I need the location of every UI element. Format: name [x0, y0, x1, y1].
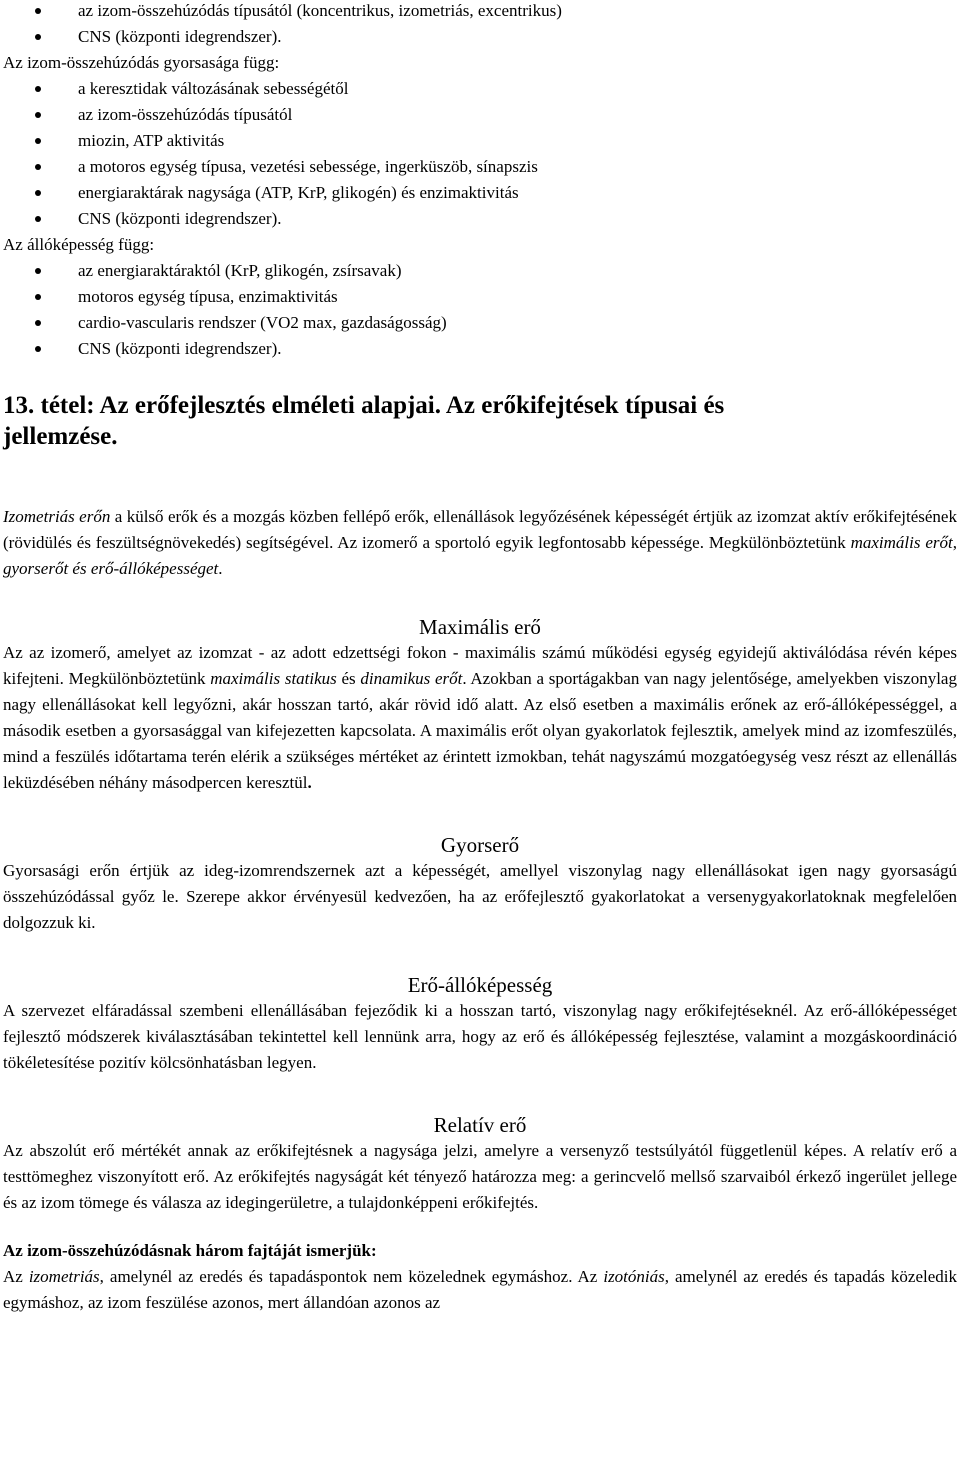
list-item: a motoros egység típusa, vezetési sebessége, ingerküszöb, sínapszis: [3, 154, 957, 180]
list-item: miozin, ATP aktivitás: [3, 128, 957, 154]
relative-strength-paragraph: Az abszolút erő mértékét annak az erőkifejtésnek a nagysága jelzi, amelyre a versenyző testsúlyától függetlenül képes. A relatív erő a testtömeghez viszonyított erő. Az erőkifejtés nagyságát két tényező határozza meg: a gerincvelő mellső szarvaiból érkező ingerület jellege és az izom tömege és válasza az idegingerületre, a tulajdonképpeni erőkifejtés.: [3, 1141, 957, 1212]
list-item: cardio-vascularis rendszer (VO2 max, gazdaságosság): [3, 310, 957, 336]
section-title-relative-strength: Relatív erő: [433, 1113, 527, 1137]
bullet-icon: [35, 8, 41, 14]
section-title-max-strength: Maximális erő: [419, 615, 541, 639]
list-item: energiaraktárak nagysága (ATP, KrP, glikogén) és enzimaktivitás: [3, 180, 957, 206]
list-item: az izom-összehúzódás típusától: [3, 102, 957, 128]
bullet-icon: [35, 216, 41, 222]
bullet-icon: [35, 112, 41, 118]
bullet-icon: [35, 346, 41, 352]
list-item: az energiaraktáraktól (KrP, glikogén, zsírsavak): [3, 258, 957, 284]
section-title-strength-endurance: Erő-állóképesség: [407, 973, 553, 997]
endurance-list: [3, 258, 957, 362]
bullet-icon: [35, 138, 41, 144]
max-strength-paragraph: Az az izomerő, amelyet az izomzat - az adott edzettségi fokon - maximális számú működési egység egyidejű aktiválódása révén képes kifejteni. Megkülönböztetünk maximális statikus és dinamikus erőt. Azokban a sportágakban van nagy jelentősége, amelyekben viszonylag nagy ellenállásokat kell legyőzni, akár hosszan tartó, akár rövid idő alatt. Az első esetben a maximális erőnek az erő-állóképességgel, a második esetben a gyorsasággal van kifejezetten kapcsolata. A maximális erőt olyan gyakorlatok fejlesztik, amelyek mind az izomfeszülés, mind a feszülés időtartama terén elérik a szükséges mértéket az érintett izmokban, tehát nagyszámú mozgatóegység vesz részt az ellenállás leküzdésében néhány másodpercen keresztül.: [3, 643, 957, 792]
strength-endurance-paragraph: A szervezet elfáradással szembeni ellenállásában fejeződik ki a hosszan tartó, viszonylag nagy erőkifejtéseknél. Az erő-állóképességet fejlesztő módszerek kiválasztásában tekintettel kell lennünk arra, hogy az erő és állóképesség fejlesztése, valamint a mozgáskoordináció tökéletesítése pozitív kölcsönhatásban legyen.: [3, 1001, 957, 1072]
chapter-title: 13. tétel: Az erőfejlesztés elméleti alapjai. Az erőkifejtések típusai és jellemzése.: [3, 392, 725, 450]
speed-list: [3, 76, 957, 232]
document-content: [3, 0, 957, 1316]
contraction-types-paragraph: Az izometriás, amelynél az eredés és tapadáspontok nem közelednek egymáshoz. Az izotóniás, amelynél az eredés és tapadás közeledik egymáshoz, az izom feszülése azonos, mert állandóan azonos az: [3, 1267, 958, 1312]
bullet-icon: [35, 34, 41, 40]
endurance-heading: Az állóképesség függ:: [3, 235, 155, 254]
bullet-icon: [35, 268, 41, 274]
list-item: a keresztidak változásának sebességétől: [3, 76, 957, 102]
section-title-speed-strength: Gyorserő: [440, 833, 520, 857]
bullet-icon: [35, 320, 41, 326]
bullet-icon: [35, 164, 41, 170]
list-item: az izom-összehúzódás típusától (koncentrikus, izometriás, excentrikus): [3, 0, 957, 24]
bullet-icon: [35, 190, 41, 196]
contraction-types-heading: Az izom-összehúzódásnak három fajtáját ismerjük:: [3, 1241, 377, 1260]
list-item: motoros egység típusa, enzimaktivitás: [3, 284, 957, 310]
determinants-list: [3, 0, 957, 50]
intro-paragraph: Izometriás erőn a külső erők és a mozgás közben fellépő erők, ellenállások legyőzésének képességét értjük az izomzat aktív erőkifejtésének (rövidülés és feszültségnövekedés) segítségével. Az izomerő a sportoló egyik legfontosabb képessége. Megkülönböztetünk maximális erőt, gyorserőt és erő-állóképességet.: [3, 507, 957, 578]
list-item: CNS (központi idegrendszer).: [3, 206, 957, 232]
speed-heading: Az izom-összehúzódás gyorsasága függ:: [3, 53, 280, 72]
speed-strength-paragraph: Gyorsasági erőn értjük az ideg-izomrendszernek azt a képességét, amellyel viszonylag nagy ellenállásokat igen nagy gyorsaságú összehúzódással győz le. Szerepe akkor érvényesül kedvezően, ha az erőfejlesztő gyakorlatokat a versenygyakorlatoknak megfelelően dolgozzuk ki.: [3, 861, 957, 932]
bullet-icon: [35, 294, 41, 300]
list-item: CNS (központi idegrendszer).: [3, 336, 957, 362]
list-item: CNS (központi idegrendszer).: [3, 24, 957, 50]
bullet-icon: [35, 86, 41, 92]
